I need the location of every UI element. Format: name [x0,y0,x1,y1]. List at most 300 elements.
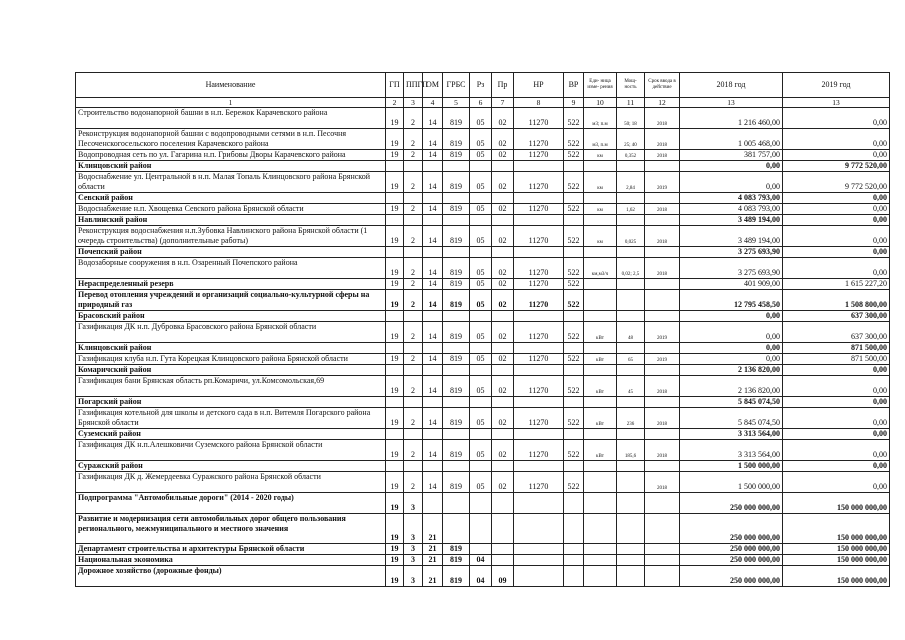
cell-year [645,215,680,226]
cell-grbs: 819 [443,172,470,193]
cell-capacity [617,397,645,408]
row-name: Клинцовский район [76,161,386,172]
cell-pr: 02 [492,204,514,215]
cell-om [423,343,443,354]
cell-unit: км [584,172,617,193]
row-name: Брасовский район [76,311,386,322]
cell-amount-2019: 0,00 [783,204,890,215]
col-header-unit: Еди- ница изме- рения [584,73,617,98]
cell-om: 14 [423,129,443,150]
table-row [76,566,890,587]
cell-ppgp: 3 [404,493,423,514]
cell-unit: м3, п.м [584,129,617,150]
cell-ppgp: 2 [404,258,423,279]
cell-gp: 19 [386,555,404,566]
cell-grbs [443,247,470,258]
row-name: Перевод отопления учреждений и организаций социально-культурной сферы на природный газ [76,290,386,311]
cell-ppgp [404,311,423,322]
cell-gp: 19 [386,290,404,311]
cell-amount-2018: 250 000 000,00 [680,514,783,544]
cell-nr [514,493,564,514]
row-name: Водопроводная сеть по ул. Гагарина н.п. Грибовы Дворы Карачевского района [76,150,386,161]
cell-amount-2019: 0,00 [783,397,890,408]
cell-vr: 522 [564,376,584,397]
row-name: Реконструкция водонапорной башни с водопроводными сетями в н.п. Песочня Песоченскогосельского поселения Карачевского района [76,129,386,150]
cell-om: 14 [423,408,443,429]
cell-ppgp [404,365,423,376]
table-row [76,150,890,161]
cell-year [645,429,680,440]
cell-grbs: 819 [443,376,470,397]
cell-vr [564,247,584,258]
cell-gp [386,343,404,354]
cell-vr: 522 [564,354,584,365]
row-name: Газификация ДК н.п.Алешковичи Суземского района Брянской области [76,440,386,461]
cell-grbs: 819 [443,440,470,461]
cell-rz: 05 [470,150,492,161]
cell-om: 21 [423,566,443,587]
cell-ppgp: 2 [404,472,423,493]
row-name: Клинцовский район [76,343,386,354]
cell-om: 14 [423,354,443,365]
col-number: 3 [404,98,423,108]
cell-vr: 522 [564,172,584,193]
col-header-2018: 2018 год [680,73,783,98]
col-number: 6 [470,98,492,108]
cell-pr: 02 [492,129,514,150]
cell-gp: 19 [386,493,404,514]
cell-unit [584,397,617,408]
col-number: 12 [645,98,680,108]
cell-pr: 02 [492,322,514,343]
table-row [76,204,890,215]
cell-unit [584,566,617,587]
cell-om [423,247,443,258]
col-header-name: Наименование [76,73,386,98]
cell-nr [514,365,564,376]
cell-nr: 11270 [514,440,564,461]
cell-om: 14 [423,172,443,193]
col-header-capacity: Мощ- ность [617,73,645,98]
cell-grbs: 819 [443,566,470,587]
cell-vr: 522 [564,129,584,150]
cell-ppgp: 2 [404,290,423,311]
cell-pr [492,461,514,472]
cell-gp [386,397,404,408]
cell-year: 2018 [645,129,680,150]
cell-om: 14 [423,376,443,397]
table-row [76,472,890,493]
cell-ppgp: 2 [404,408,423,429]
cell-year [645,544,680,555]
cell-nr: 11270 [514,354,564,365]
col-number: 8 [514,98,564,108]
row-name: Национальная экономика [76,555,386,566]
table-row [76,408,890,429]
cell-rz: 05 [470,258,492,279]
cell-nr: 11270 [514,472,564,493]
cell-om: 14 [423,150,443,161]
cell-pr [492,215,514,226]
cell-gp: 19 [386,472,404,493]
cell-grbs: 819 [443,290,470,311]
cell-rz [470,365,492,376]
cell-rz [470,493,492,514]
cell-nr [514,555,564,566]
cell-grbs [443,343,470,354]
cell-gp [386,193,404,204]
cell-year: 2019 [645,172,680,193]
cell-vr: 522 [564,440,584,461]
cell-nr [514,247,564,258]
table-row [76,514,890,544]
cell-nr [514,397,564,408]
cell-amount-2018: 3 489 194,00 [680,215,783,226]
cell-grbs: 819 [443,226,470,247]
cell-ppgp [404,461,423,472]
cell-pr [492,429,514,440]
cell-year [645,279,680,290]
cell-nr [514,544,564,555]
table-body [76,108,890,587]
table-row [76,376,890,397]
cell-year [645,343,680,354]
cell-amount-2018: 0,00 [680,172,783,193]
table-row [76,226,890,247]
cell-rz: 04 [470,555,492,566]
table-row [76,365,890,376]
cell-unit [584,429,617,440]
cell-om [423,365,443,376]
cell-nr [514,193,564,204]
cell-amount-2019: 637 300,00 [783,311,890,322]
cell-grbs [443,161,470,172]
col-header-2019: 2019 год [783,73,890,98]
cell-unit [584,365,617,376]
cell-grbs: 819 [443,129,470,150]
column-number-row [76,98,890,108]
cell-ppgp: 2 [404,226,423,247]
cell-vr [564,397,584,408]
cell-year: 2018 [645,108,680,129]
row-name: Реконструкция водоснабжения н.п.Зубовка Навлинского района Брянской области (1 очередь строительства) (дополнительные работы) [76,226,386,247]
cell-nr: 11270 [514,408,564,429]
cell-ppgp: 2 [404,150,423,161]
cell-om: 14 [423,258,443,279]
cell-grbs: 819 [443,544,470,555]
cell-amount-2019: 0,00 [783,258,890,279]
cell-nr: 11270 [514,279,564,290]
cell-year: 2018 [645,472,680,493]
cell-pr [492,247,514,258]
cell-amount-2018: 3 313 564,00 [680,440,783,461]
cell-rz: 04 [470,566,492,587]
cell-pr: 02 [492,172,514,193]
cell-amount-2019: 0,00 [783,408,890,429]
cell-vr: 522 [564,258,584,279]
cell-om: 14 [423,440,443,461]
cell-capacity: 25; 40 [617,129,645,150]
cell-nr: 11270 [514,376,564,397]
table-row [76,322,890,343]
cell-amount-2019: 0,00 [783,429,890,440]
cell-pr [492,397,514,408]
table-row [76,555,890,566]
cell-om [423,161,443,172]
cell-vr [564,514,584,544]
cell-grbs: 819 [443,472,470,493]
col-number: 5 [443,98,470,108]
cell-vr: 522 [564,226,584,247]
cell-nr: 11270 [514,129,564,150]
cell-unit [584,472,617,493]
cell-amount-2018: 2 136 820,00 [680,376,783,397]
row-name: Комаричский район [76,365,386,376]
cell-grbs [443,493,470,514]
cell-nr: 11270 [514,226,564,247]
col-number: 7 [492,98,514,108]
cell-year: 2018 [645,226,680,247]
cell-pr: 02 [492,408,514,429]
cell-ppgp [404,193,423,204]
cell-rz [470,397,492,408]
cell-rz: 05 [470,376,492,397]
cell-gp: 19 [386,226,404,247]
cell-ppgp: 2 [404,204,423,215]
cell-gp: 19 [386,322,404,343]
cell-gp [386,215,404,226]
cell-ppgp: 2 [404,129,423,150]
cell-amount-2019: 0,00 [783,461,890,472]
cell-unit: км,м3/ч [584,258,617,279]
cell-vr [564,311,584,322]
cell-unit [584,461,617,472]
cell-gp: 19 [386,544,404,555]
cell-pr [492,161,514,172]
cell-pr [492,514,514,544]
cell-amount-2018: 0,00 [680,311,783,322]
cell-rz [470,461,492,472]
cell-rz: 05 [470,408,492,429]
cell-capacity [617,215,645,226]
table-row [76,429,890,440]
row-name: Водоснабжение ул. Центральной в н.п. Малая Топаль Клинцовского района Брянской области [76,172,386,193]
cell-amount-2019: 150 000 000,00 [783,514,890,544]
cell-grbs [443,193,470,204]
cell-amount-2019: 871 500,00 [783,354,890,365]
col-number: 4 [423,98,443,108]
cell-amount-2018: 0,00 [680,161,783,172]
cell-amount-2018: 3 275 693,90 [680,258,783,279]
cell-vr: 522 [564,204,584,215]
cell-amount-2018: 1 216 460,00 [680,108,783,129]
cell-om: 14 [423,290,443,311]
cell-capacity [617,343,645,354]
row-name: Департамент строительства и архитектуры Брянской области [76,544,386,555]
cell-nr [514,311,564,322]
cell-grbs: 819 [443,322,470,343]
cell-capacity [617,544,645,555]
cell-vr [564,193,584,204]
cell-gp: 19 [386,566,404,587]
row-name: Подпрограмма "Автомобильные дороги" (2014 - 2020 годы) [76,493,386,514]
cell-rz: 05 [470,172,492,193]
row-name: Севский район [76,193,386,204]
row-name: Суражский район [76,461,386,472]
cell-grbs [443,514,470,544]
cell-capacity [617,365,645,376]
cell-nr [514,161,564,172]
cell-vr: 522 [564,472,584,493]
cell-pr [492,365,514,376]
table-row [76,215,890,226]
cell-amount-2018: 2 136 820,00 [680,365,783,376]
cell-amount-2018: 3 313 564,00 [680,429,783,440]
col-number: 11 [617,98,645,108]
row-name: Газификация ДК н.п. Дубровка Брасовского района Брянской области [76,322,386,343]
cell-unit: кВт [584,440,617,461]
cell-amount-2018: 250 000 000,00 [680,493,783,514]
cell-capacity [617,290,645,311]
cell-capacity: 0,352 [617,150,645,161]
table-row [76,258,890,279]
cell-vr [564,215,584,226]
cell-rz [470,311,492,322]
cell-amount-2018: 401 909,00 [680,279,783,290]
cell-amount-2019: 871 500,00 [783,343,890,354]
cell-capacity: 1,62 [617,204,645,215]
row-name: Нераспределенный резерв [76,279,386,290]
cell-pr: 02 [492,376,514,397]
cell-om [423,461,443,472]
cell-vr [564,343,584,354]
cell-amount-2019: 0,00 [783,150,890,161]
cell-capacity [617,279,645,290]
cell-pr: 09 [492,566,514,587]
cell-amount-2018: 250 000 000,00 [680,555,783,566]
cell-nr: 11270 [514,108,564,129]
cell-gp: 19 [386,440,404,461]
cell-gp [386,461,404,472]
cell-amount-2019: 150 000 000,00 [783,566,890,587]
cell-year: 2018 [645,408,680,429]
cell-unit [584,247,617,258]
cell-amount-2019: 150 000 000,00 [783,544,890,555]
cell-nr [514,514,564,544]
cell-rz: 05 [470,440,492,461]
budget-sheet [75,72,890,587]
cell-rz [470,429,492,440]
cell-capacity [617,429,645,440]
col-header-pr: Пр [492,73,514,98]
cell-gp: 19 [386,172,404,193]
cell-om: 14 [423,204,443,215]
cell-vr [564,461,584,472]
col-number: 1 [76,98,386,108]
cell-gp: 19 [386,108,404,129]
cell-nr [514,343,564,354]
col-number: 2 [386,98,404,108]
cell-vr [564,555,584,566]
cell-nr [514,566,564,587]
cell-ppgp: 3 [404,514,423,544]
cell-grbs: 819 [443,258,470,279]
cell-rz: 05 [470,354,492,365]
cell-amount-2019: 0,00 [783,376,890,397]
cell-om: 21 [423,544,443,555]
cell-year [645,493,680,514]
table-row [76,440,890,461]
cell-amount-2018: 1 500 000,00 [680,472,783,493]
cell-capacity: 185,6 [617,440,645,461]
cell-ppgp [404,247,423,258]
col-header-om: ОМ [423,73,443,98]
cell-amount-2018: 381 757,00 [680,150,783,161]
cell-om: 21 [423,514,443,544]
table-row [76,461,890,472]
col-header-ppgp: ППГП [404,73,423,98]
cell-pr: 02 [492,440,514,461]
cell-vr: 522 [564,150,584,161]
col-header-rz: Рз [470,73,492,98]
row-name: Газификация клуба н.п. Гута Корецкая Клинцовского района Брянской области [76,354,386,365]
cell-om [423,493,443,514]
table-row [76,290,890,311]
cell-rz [470,544,492,555]
cell-amount-2019: 637 300,00 [783,322,890,343]
cell-pr: 02 [492,354,514,365]
cell-amount-2019: 0,00 [783,440,890,461]
cell-rz [470,247,492,258]
cell-year: 2019 [645,322,680,343]
cell-capacity [617,311,645,322]
table-row [76,544,890,555]
cell-amount-2018: 0,00 [680,343,783,354]
cell-gp [386,161,404,172]
cell-rz: 05 [470,226,492,247]
cell-nr [514,215,564,226]
cell-nr: 11270 [514,258,564,279]
cell-ppgp: 2 [404,440,423,461]
cell-capacity: 48 [617,322,645,343]
cell-vr [564,566,584,587]
cell-om: 14 [423,108,443,129]
cell-unit: кВт [584,408,617,429]
cell-grbs [443,397,470,408]
cell-year [645,161,680,172]
col-header-gp: ГП [386,73,404,98]
cell-unit: км [584,150,617,161]
cell-rz [470,215,492,226]
cell-gp [386,311,404,322]
row-name: Суземский район [76,429,386,440]
cell-pr [492,544,514,555]
cell-year [645,290,680,311]
cell-amount-2019: 150 000 000,00 [783,493,890,514]
cell-ppgp: 2 [404,108,423,129]
cell-unit [584,343,617,354]
cell-year: 2018 [645,376,680,397]
cell-rz: 05 [470,322,492,343]
cell-amount-2018: 4 083 793,00 [680,204,783,215]
cell-year [645,193,680,204]
cell-grbs: 819 [443,354,470,365]
cell-amount-2018: 12 795 458,50 [680,290,783,311]
table-row [76,129,890,150]
cell-nr: 11270 [514,290,564,311]
cell-unit [584,279,617,290]
row-name: Погарский район [76,397,386,408]
